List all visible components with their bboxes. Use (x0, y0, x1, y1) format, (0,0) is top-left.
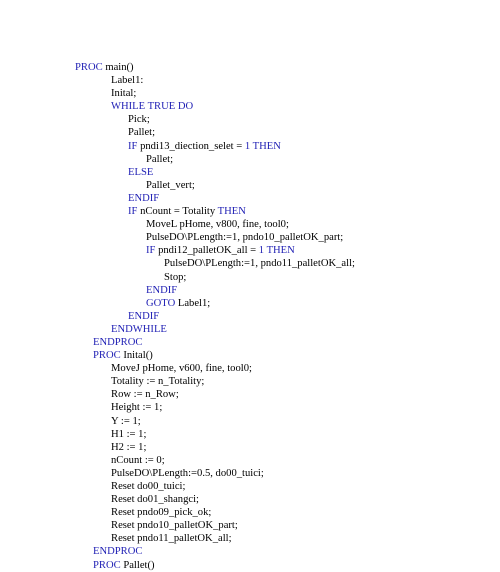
code-text: Reset do01_shangci; (111, 494, 199, 506)
code-line (0, 545, 500, 558)
code-keyword: PROC (75, 62, 103, 73)
code-line (0, 153, 500, 166)
code-line (0, 113, 500, 126)
code-text: Inital() (120, 350, 153, 362)
code-line (0, 323, 500, 336)
code-text: Pallet; (128, 127, 156, 139)
code-keyword: ELSE (128, 166, 154, 178)
code-line (0, 401, 500, 414)
code-text: Reset pndo09_pick_ok; (111, 507, 212, 519)
code-line (0, 559, 500, 572)
code-keyword: PROC (93, 350, 121, 362)
code-line (0, 257, 500, 270)
code-text: Pallet_vert; (146, 179, 195, 191)
code-keyword: IF (128, 140, 138, 152)
code-text: PulseDO\PLength:=0.5, do00_tuici; (111, 467, 264, 479)
code-text: H1 := 1; (111, 428, 147, 440)
code-text: pndi12_palletOK_all = (155, 245, 259, 257)
code-text: Inital; (111, 88, 137, 100)
code-line (0, 231, 500, 244)
code-line (0, 415, 500, 428)
code-line (0, 388, 500, 401)
code-line (0, 310, 500, 323)
code-keyword: 1 (244, 140, 251, 152)
code-line (0, 284, 500, 297)
code-line (0, 336, 500, 349)
code-line (0, 467, 500, 480)
code-line (0, 87, 500, 100)
code-line (0, 493, 500, 506)
code-line (0, 506, 500, 519)
code-line (0, 218, 500, 231)
code-text: PulseDO\PLength:=1, pndo10_palletOK_part; (146, 232, 344, 244)
code-keyword: ENDIF (146, 284, 178, 296)
code-listing (0, 61, 500, 572)
code-keyword: ENDIF (128, 192, 160, 204)
code-line (0, 441, 500, 454)
code-text: Pick; (128, 114, 150, 126)
code-keyword: IF (128, 206, 138, 218)
code-line (0, 100, 500, 113)
code-line (0, 519, 500, 532)
code-line (0, 166, 500, 179)
code-line (0, 140, 500, 153)
code-text: Height := 1; (111, 402, 163, 414)
code-text: Label1: (111, 75, 144, 87)
code-line (0, 271, 500, 284)
code-line (0, 362, 500, 375)
code-keyword: ENDPROC (93, 336, 143, 348)
code-keyword: THEN (217, 206, 246, 218)
code-keyword: ENDPROC (93, 546, 143, 558)
code-keyword: GOTO (146, 297, 176, 309)
code-text: nCount = Totality (137, 206, 218, 218)
code-keyword: THEN (252, 140, 281, 152)
code-keyword: PROC (93, 559, 121, 571)
code-keyword: IF (146, 245, 156, 257)
code-text: Reset do00_tuici; (111, 481, 186, 492)
code-line (0, 61, 500, 74)
code-line (0, 244, 500, 257)
code-line (0, 428, 500, 441)
code-line (0, 532, 500, 545)
code-text: nCount := 0; (111, 454, 165, 466)
code-text: Reset pndo11_palletOK_all; (111, 533, 232, 545)
code-line (0, 74, 500, 87)
code-keyword: WHILE TRUE DO (111, 101, 194, 113)
code-line (0, 205, 500, 218)
code-text: Pallet() (120, 559, 155, 571)
code-keyword: ENDIF (128, 310, 160, 322)
code-text: MoveJ pHome, v600, fine, tool0; (111, 363, 252, 375)
code-text: Label1; (175, 297, 211, 309)
code-text: Stop; (164, 271, 187, 283)
code-text: PulseDO\PLength:=1, pndo11_palletOK_all; (164, 258, 355, 270)
code-line (0, 349, 500, 362)
code-text: Totality := n_Totality; (111, 376, 205, 388)
code-text: Y := 1; (111, 415, 141, 427)
code-line (0, 480, 500, 493)
code-keyword: 1 (258, 245, 265, 257)
code-text: H2 := 1; (111, 441, 147, 453)
code-line (0, 375, 500, 388)
code-text: MoveL pHome, v800, fine, tool0; (146, 219, 289, 231)
code-line (0, 454, 500, 467)
code-keyword: THEN (266, 245, 295, 257)
code-line (0, 126, 500, 139)
code-line (0, 179, 500, 192)
code-text: Reset pndo10_palletOK_part; (111, 520, 238, 532)
code-line (0, 297, 500, 310)
code-line (0, 192, 500, 205)
code-text: main() (102, 62, 134, 73)
code-keyword: ENDWHILE (111, 323, 167, 335)
code-text: pndi13_diection_selet = (137, 140, 245, 152)
code-text: Pallet; (146, 153, 174, 165)
code-text: Row := n_Row; (111, 389, 179, 401)
